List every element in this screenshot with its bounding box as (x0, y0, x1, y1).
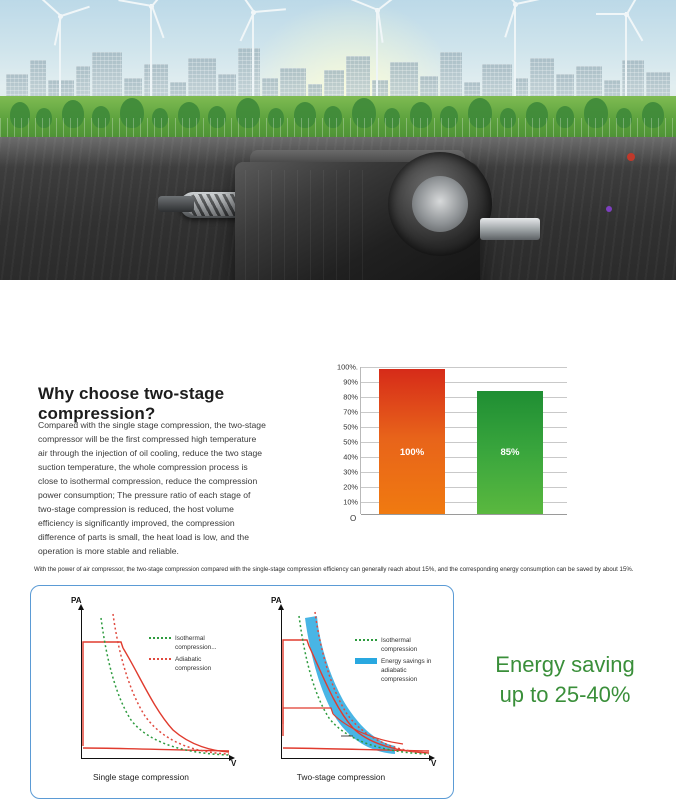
section-title: Why choose two-stage compression? (38, 384, 225, 423)
isothermal-swatch (355, 639, 377, 641)
y-tick: 30% (343, 467, 358, 477)
energy-saving-line1: Energy saving (495, 652, 635, 677)
efficiency-caption: With the power of air compressor, the two-stage compression compared with the single-stage compression efficiency can generally reach about 15%, and the corresponding energy consumption can be saved by about 15%. (34, 566, 634, 573)
bar-value-label: 85% (500, 447, 520, 458)
y-tick: 100%. (337, 362, 358, 372)
y-tick: 80% (343, 392, 358, 402)
legend-right (355, 636, 439, 687)
chart-plot-area (360, 367, 567, 514)
legend-text: Energy savings in adiabatic compression (381, 658, 432, 683)
compressor-airend-image (150, 140, 550, 280)
chart-y-axis-labels (330, 362, 358, 514)
why-two-stage-section (0, 352, 676, 556)
single-stage-diagram (43, 596, 239, 786)
x-axis-label: V (231, 759, 237, 768)
bar-two-stage (477, 391, 543, 514)
bar-single-stage (379, 369, 445, 514)
pv-diagram-panel (30, 585, 454, 799)
legend-left (149, 634, 235, 676)
legend-text: Isothermal compression... (175, 635, 217, 651)
energy-saving-swatch (355, 658, 377, 664)
y-tick: 70% (343, 407, 358, 417)
chart-origin-label: O (350, 514, 357, 523)
two-stage-curves (243, 596, 439, 786)
adiabatic-swatch (149, 658, 171, 660)
y-tick: 50% (343, 437, 358, 447)
bar-value-label: 100% (399, 447, 425, 458)
y-tick: 40% (343, 452, 358, 462)
diagram-caption-right: Two-stage compression (296, 772, 386, 782)
y-tick: 50% (343, 422, 358, 432)
section-body-text: Compared with the single stage compression, the two-stage compressor will be the first compressed high temperature air through the injection of oil cooling, reduce the two stage suction temperature, the whole compression process is close to isothermal compression, reduce the compression power consumption; The pressure ratio of each stage of two-stage compression is reduced, the host volume efficiency is significantly improved, the compression difference of parts is small, the heat load is low, and the operation is more stable and reliable. (38, 420, 266, 556)
diagram-caption-left: Single stage compression (93, 772, 189, 782)
y-axis-label: PA (71, 596, 82, 605)
energy-saving-headline (460, 650, 670, 710)
hero-banner (0, 0, 676, 280)
isothermal-swatch (149, 637, 171, 639)
y-axis-label: PA (271, 596, 282, 605)
y-tick: 10% (343, 497, 358, 507)
energy-saving-line2: up to 25-40% (499, 682, 631, 707)
y-tick: 90% (343, 377, 358, 387)
legend-text: Adiabatic compression (175, 656, 212, 672)
legend-text: Isothermal compression (381, 637, 418, 653)
efficiency-bar-chart (330, 362, 580, 527)
y-tick: 20% (343, 482, 358, 492)
single-stage-curves (43, 596, 239, 786)
decorative-dot-red (627, 153, 635, 161)
decorative-dot-purple (606, 206, 612, 212)
x-axis-label: V (431, 759, 437, 768)
two-stage-diagram (243, 596, 439, 786)
